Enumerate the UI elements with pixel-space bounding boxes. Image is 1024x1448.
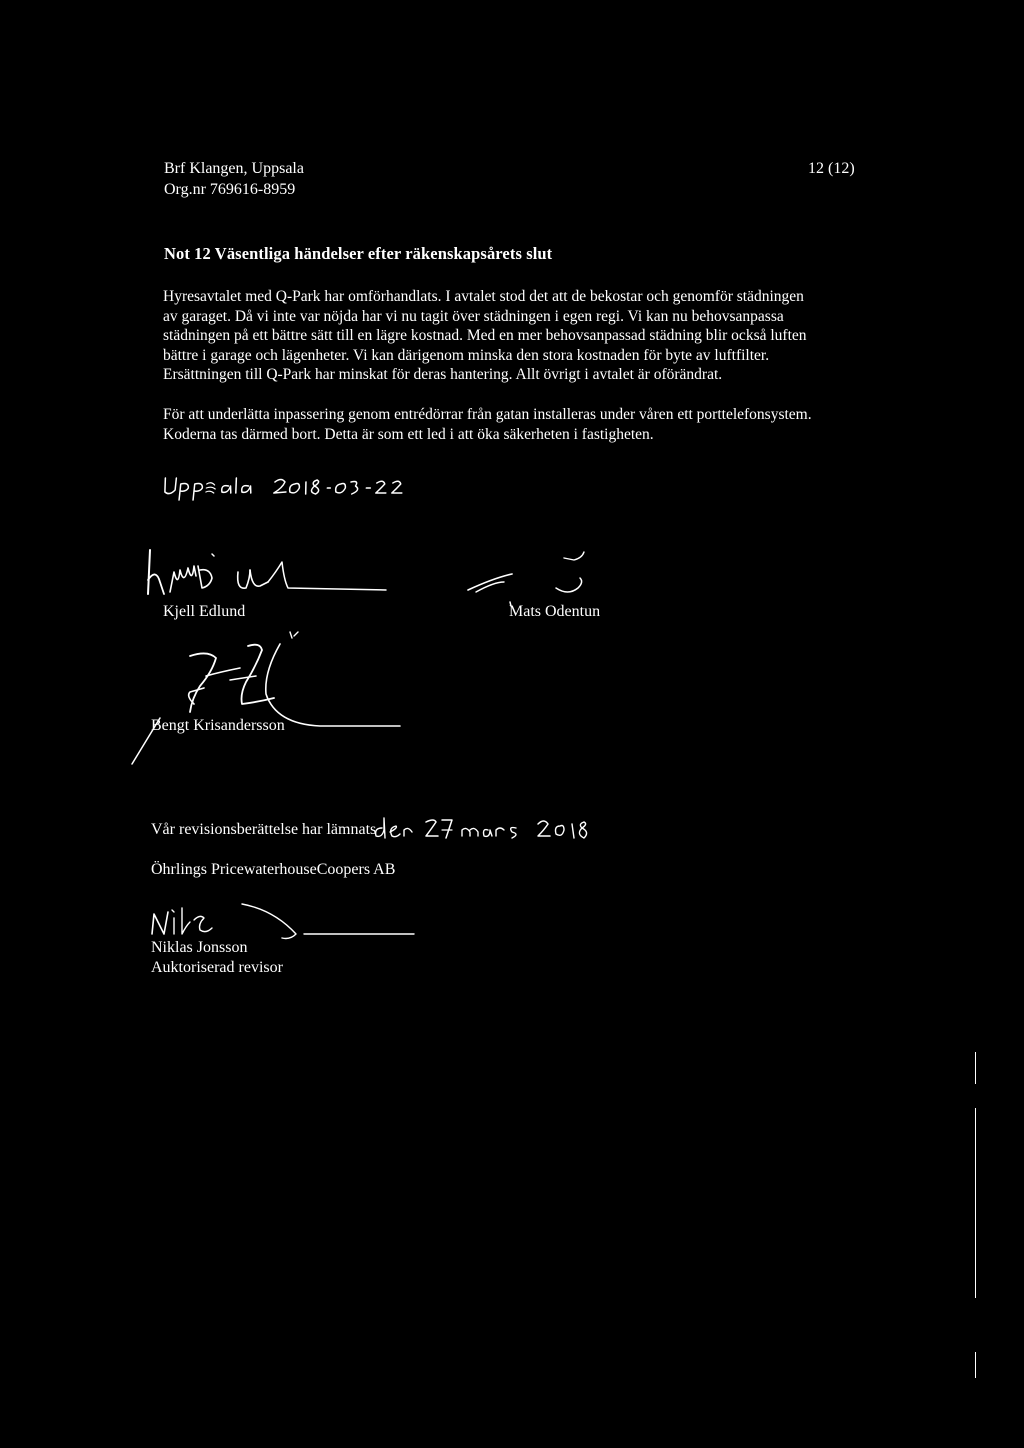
paragraph-line: städningen på ett bättre sätt till en lägre kostnad. Med en mer behovsanpassad städning blir också luften xyxy=(163,327,807,345)
org-name: Brf Klangen, Uppsala xyxy=(164,160,304,177)
signature-mats-odentun xyxy=(464,548,604,608)
scan-margin-line xyxy=(975,1108,976,1298)
note-paragraph-2 xyxy=(163,405,812,444)
signature-kjell-edlund xyxy=(146,548,406,608)
auditor-title: Auktoriserad revisor xyxy=(151,959,283,976)
paragraph-line: bättre i garage och lägenheter. Vi kan därigenom minska den stora kostnaden för byte av luftfilter. xyxy=(163,346,770,364)
paragraph-line: Koderna tas därmed bort. Detta är som ett led i att öka säkerheten i fastigheten. xyxy=(163,425,654,443)
signatory-name-bengt-krisandersson: Bengt Krisandersson xyxy=(151,717,285,734)
paragraph-line: av garaget. Då vi inte var nöjda har vi nu tagit över städningen i egen regi. Vi kan nu behovsanpassa xyxy=(163,307,784,325)
audit-statement-label: Vår revisionsberättelse har lämnats xyxy=(151,821,377,838)
auditor-name: Niklas Jonsson xyxy=(151,939,248,956)
signatory-name-mats-odentun: Mats Odentun xyxy=(509,603,601,620)
place-date-handwriting-mark xyxy=(161,472,464,502)
page-number: 12 (12) xyxy=(808,160,855,177)
paragraph-line: Ersättningen till Q-Park har minskat för deras hantering. Allt övrigt i avtalet är oförändrat. xyxy=(163,366,723,384)
audit-date-handwriting-mark xyxy=(372,814,642,844)
signature-bengt-krisandersson xyxy=(130,632,410,782)
note-paragraph-1 xyxy=(163,287,807,385)
paragraph-line: För att underlätta inpassering genom entrédörrar från gatan installeras under våren ett porttelefonsystem. xyxy=(163,406,812,423)
scan-margin-line xyxy=(975,1352,976,1378)
paragraph-line: Hyresavtalet med Q-Park har omförhandlats. I avtalet stod det att de bekostar och genomför städningen xyxy=(163,288,804,305)
audit-firm: Öhrlings PricewaterhouseCoopers AB xyxy=(151,861,396,878)
signatory-name-kjell-edlund: Kjell Edlund xyxy=(163,603,246,620)
org-number: Org.nr 769616-8959 xyxy=(164,181,296,198)
note-heading: Not 12 Väsentliga händelser efter räkenskapsårets slut xyxy=(164,244,553,263)
scan-margin-line xyxy=(975,1052,976,1084)
